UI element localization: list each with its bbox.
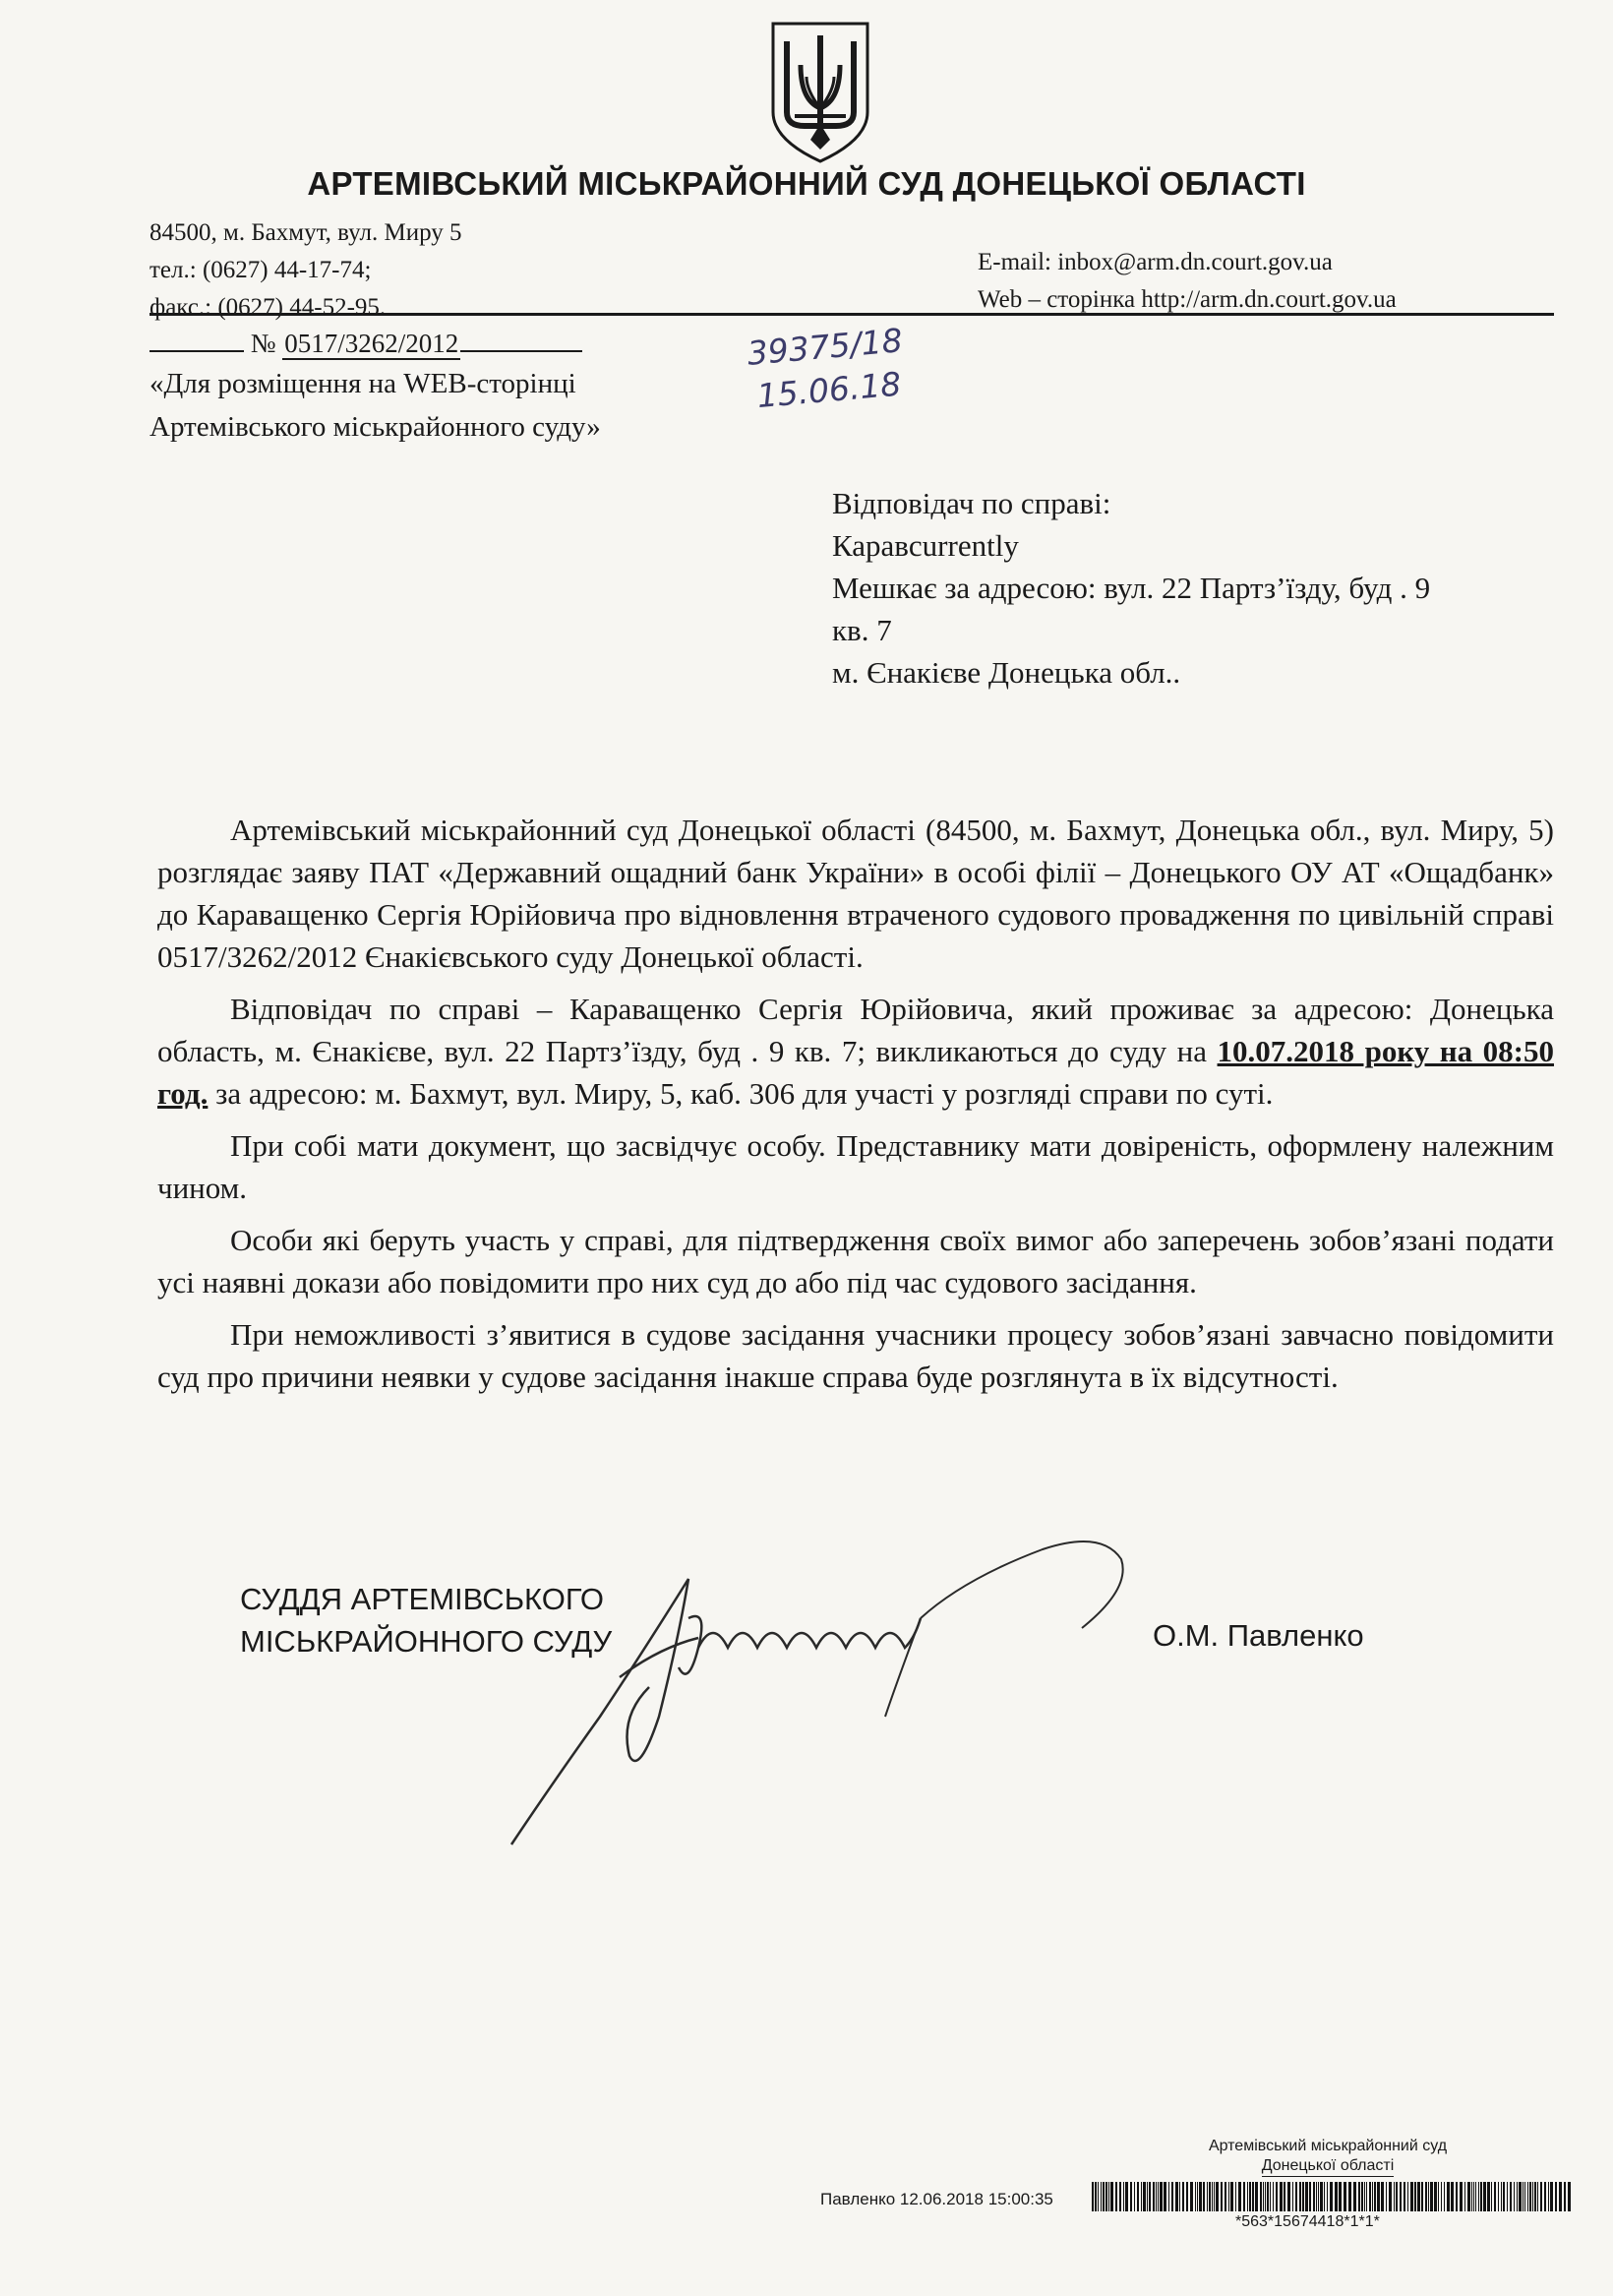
barcode-number: *563*15674418*1*1*	[1235, 2213, 1380, 2230]
court-address: 84500, м. Бахмут, вул. Миру 5	[149, 219, 462, 246]
web-publication-note	[149, 362, 601, 449]
web-note-line: «Для розміщення на WEB-сторінці	[149, 368, 576, 399]
barcode-icon	[1092, 2182, 1574, 2211]
hearing-datetime: 10.07.2018 року на 08:50 год.	[157, 1034, 1554, 1111]
stamp-court-line: Артемівський міськрайонний суд	[1208, 2138, 1448, 2154]
coat-of-arms-icon	[765, 18, 875, 165]
court-fax: факс.: (0627) 44-52-95.	[149, 294, 387, 321]
judge-title-line: МІСЬКРАЙОННОГО СУДУ	[240, 1624, 613, 1659]
court-name: АРТЕМІВСЬКИЙ МІСЬКРАЙОННИЙ СУД ДОНЕЦЬКОЇ ОБЛАСТІ	[307, 165, 1306, 202]
body-paragraph: Особи які беруть участь у справі, для підтвердження своїх вимог або заперечень зобов’язані подати усі наявні докази або повідомити про них суд до або під час судового засідання.	[157, 1223, 1554, 1299]
court-phone: тел.: (0627) 44-17-74;	[149, 257, 372, 283]
handwritten-registration	[746, 319, 908, 418]
stamp-court-line: Донецької області	[1262, 2156, 1395, 2177]
blank-line	[460, 325, 582, 352]
handwritten-date: 15.06.18	[754, 364, 903, 416]
blank-line	[149, 325, 244, 352]
body-paragraph: При неможливості з’явитися в судове засідання учасники процесу зобов’язані завчасно повідомити суд про причини неявки у судове засідання інакше справа буде розглянута в їх відсутності.	[157, 1317, 1554, 1394]
header-divider	[149, 313, 1554, 316]
case-number-value: 0517/3262/2012	[284, 329, 459, 358]
body-text: за адресою: м. Бахмут, вул. Миру, 5, каб. 306 для участі у розгляді справи по суті.	[208, 1076, 1274, 1111]
respondent-apartment: кв. 7	[832, 613, 892, 647]
judge-name: О.М. Павленко	[1153, 1618, 1364, 1653]
respondent-city: м. Єнакієве Донецька обл..	[832, 655, 1181, 690]
case-number	[149, 325, 582, 359]
court-web: Web – сторінка http://arm.dn.court.gov.ua	[978, 286, 1397, 313]
letter-body	[157, 809, 1554, 1398]
body-paragraph: Артемівський міськрайонний суд Донецької області (84500, м. Бахмут, Донецька обл., вул. Миру, 5) розглядає заяву ПАТ «Державний ощадний банк України» в особі філії – Донецького ОУ АТ «Ощадбанк» до Каравaщенко Сергія Юрійовича про відновлення втраченого судового провадження по цивільній справі 0517/3262/2012 Єнакієвського суду Донецької області.	[157, 813, 1554, 974]
signature-icon	[492, 1520, 1279, 1854]
handwritten-number: 39375/18	[746, 321, 905, 373]
court-online	[978, 244, 1397, 319]
respondent-name: Каравcurrently	[832, 528, 1019, 563]
web-note-line: Артемівського міськрайонного суду»	[149, 411, 601, 443]
stamp-timestamp: Павленко 12.06.2018 15:00:35	[820, 2190, 1053, 2208]
case-number-label: №	[250, 329, 276, 358]
body-paragraph	[157, 988, 1554, 1115]
respondent-label: Відповідач по справі:	[832, 486, 1111, 520]
body-text: Відповідач по справі – Караващенко Сергія Юрійовича, який проживає за адресою: Донецька область, м. Єнакієве, вул. 22 Партз’їзду, буд . 9 кв. 7; викликаються до суду на	[157, 992, 1554, 1068]
respondent-block	[832, 482, 1430, 694]
court-contacts	[149, 214, 462, 327]
registration-stamp	[1121, 2137, 1534, 2177]
court-email: E-mail: inbox@arm.dn.court.gov.ua	[978, 249, 1333, 275]
respondent-address: Мешкає за адресою: вул. 22 Партз’їзду, буд . 9	[832, 571, 1431, 605]
body-paragraph: При собі мати документ, що засвідчує особу. Представнику мати довіреність, оформлену належним чином.	[157, 1128, 1554, 1205]
judge-title-line: СУДДЯ АРТЕМІВСЬКОГО	[240, 1582, 605, 1616]
